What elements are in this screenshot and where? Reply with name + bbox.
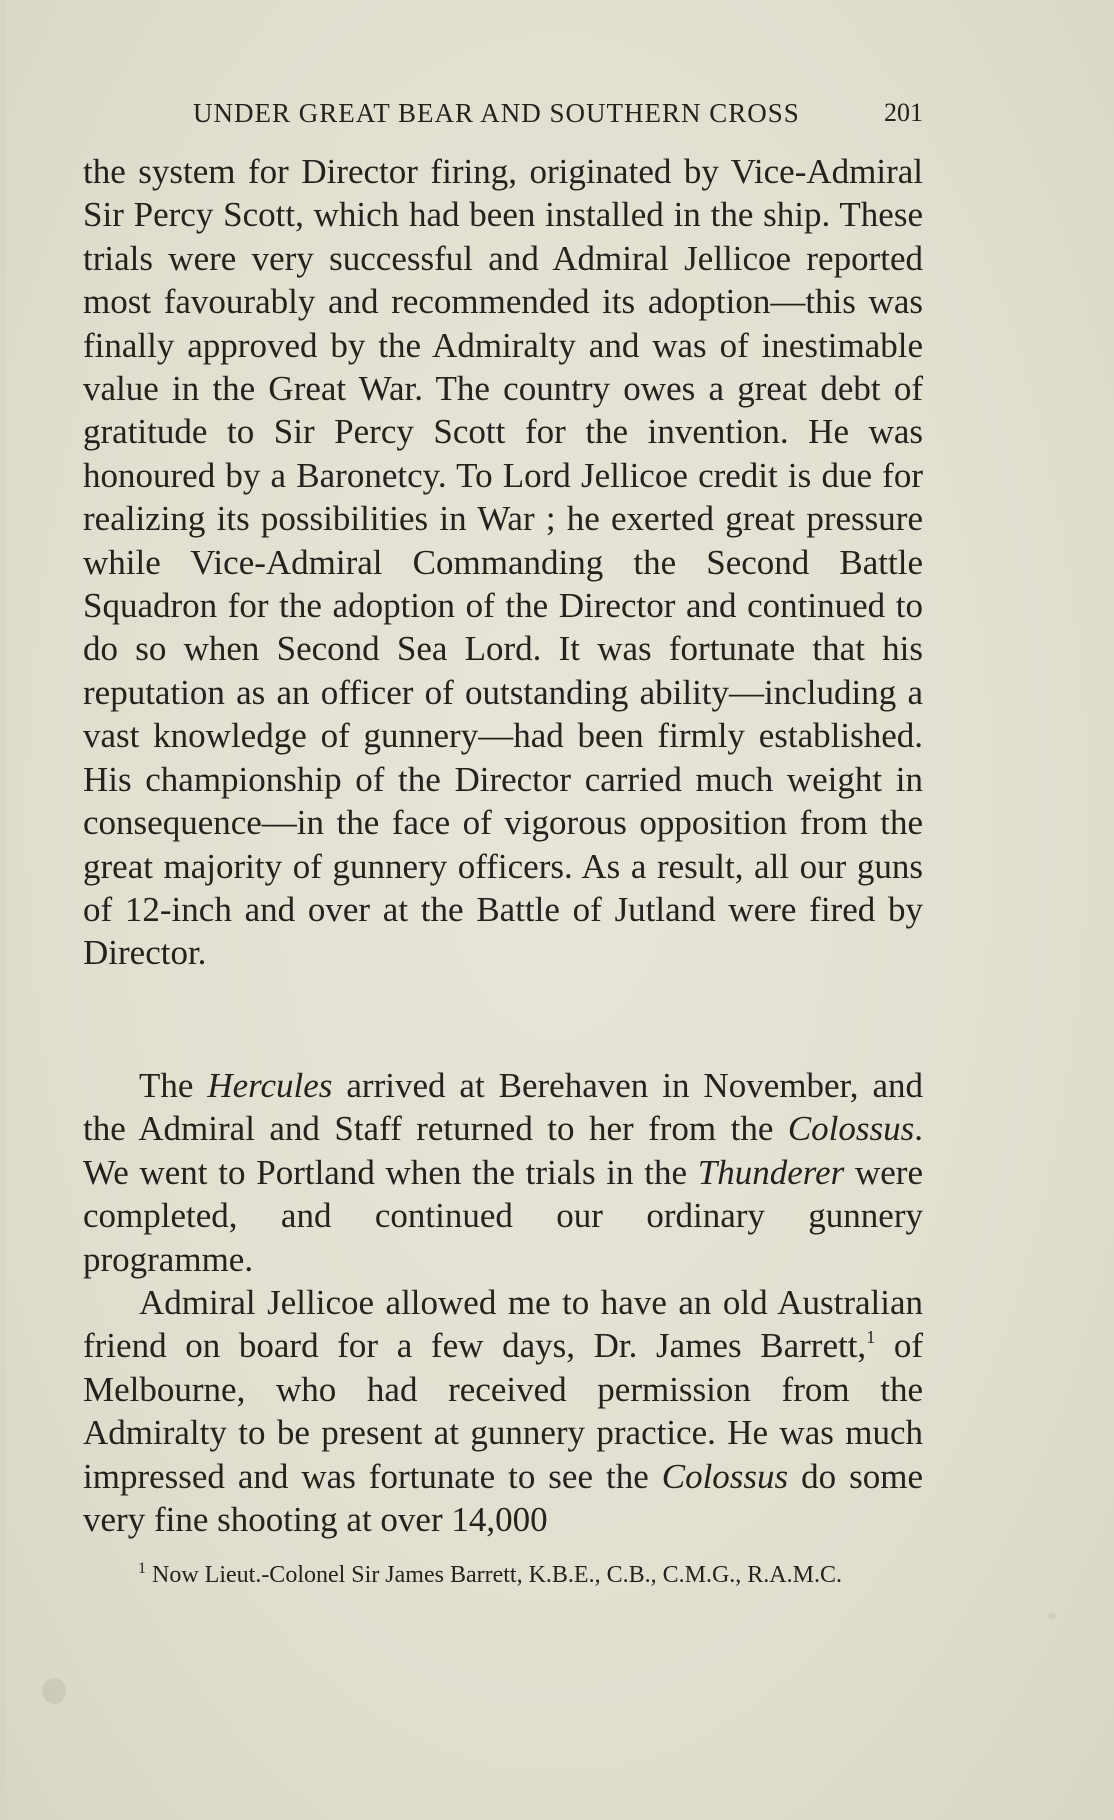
paragraph-3 (83, 1281, 923, 1541)
footnote-mark: 1 (138, 1560, 146, 1577)
page-crease (0, 0, 6, 1820)
paragraph-2-text: were completed, and continued our ordinary gunnery programme. (83, 1152, 923, 1279)
paragraph-3-text: Admiral Jellicoe allowed me to have an old Australian friend on board for a few days, Dr. James Barrett, (83, 1283, 923, 1366)
ship-name-colossus: Colossus (661, 1456, 789, 1496)
paragraph-3-text: of Melbourne, who had received permission from the Admiralty to be present at gunnery practice. He was much impressed and was fortunate to see the (83, 1326, 924, 1496)
footnote-reference: 1 (866, 1327, 876, 1348)
paragraph-1: the system for Director firing, originated by Vice-Admiral Sir Percy Scott, which had been installed in the ship. These trials were very successful and Admiral Jellicoe reported most favourably and recommended its adoption—this was finally approved by the Admiralty and was of inestimable value in the Great War. The country owes a great debt of gratitude to Sir Percy Scott for the invention. He was honoured by a Baronetcy. To Lord Jellicoe credit is due for realizing its possibilities in War ; he exerted great pressure while Vice-Admiral Commanding the Second Battle Squadron for the adoption of the Director and continued to do so when Second Sea Lord. It was fortunate that his reputation as an officer of outstanding ability—including a vast knowledge of gunnery—had been firmly established. His championship of the Director carried much weight in consequence—in the face of vigorous opposition from the great majority of gunnery officers. As a result, all our guns of 12-inch and over at the Battle of Jutland were fired by Director. (83, 152, 923, 973)
page-header (193, 96, 923, 130)
ship-name-hercules: Hercules (207, 1066, 333, 1105)
ship-name-thunderer: Thunderer (697, 1152, 845, 1192)
paragraph-2-text: arrived at Berehaven in November, and the Admiral and Staff returned to her from the (83, 1066, 923, 1149)
paragraph-2-text: . We went to Portland when the trials in the (83, 1109, 923, 1192)
running-head: UNDER GREAT BEAR AND SOUTHERN CROSS (193, 97, 800, 128)
page-number: 201 (884, 98, 923, 127)
footnote (138, 1554, 923, 1590)
paper-spot (42, 1678, 66, 1704)
ship-name-colossus: Colossus (787, 1109, 915, 1149)
footnote-text: Now Lieut.-Colonel Sir James Barrett, K.B.E., C.B., C.M.G., R.A.M.C. (152, 1562, 842, 1588)
body-text-upper (83, 150, 923, 975)
paragraph-3-text: do some very fine shooting at over 14,000 (83, 1456, 923, 1540)
paragraph-2 (83, 1064, 923, 1281)
paragraph-2-text: The (139, 1066, 208, 1105)
paper-spot (1048, 1612, 1056, 1620)
body-text-lower (83, 1064, 923, 1541)
